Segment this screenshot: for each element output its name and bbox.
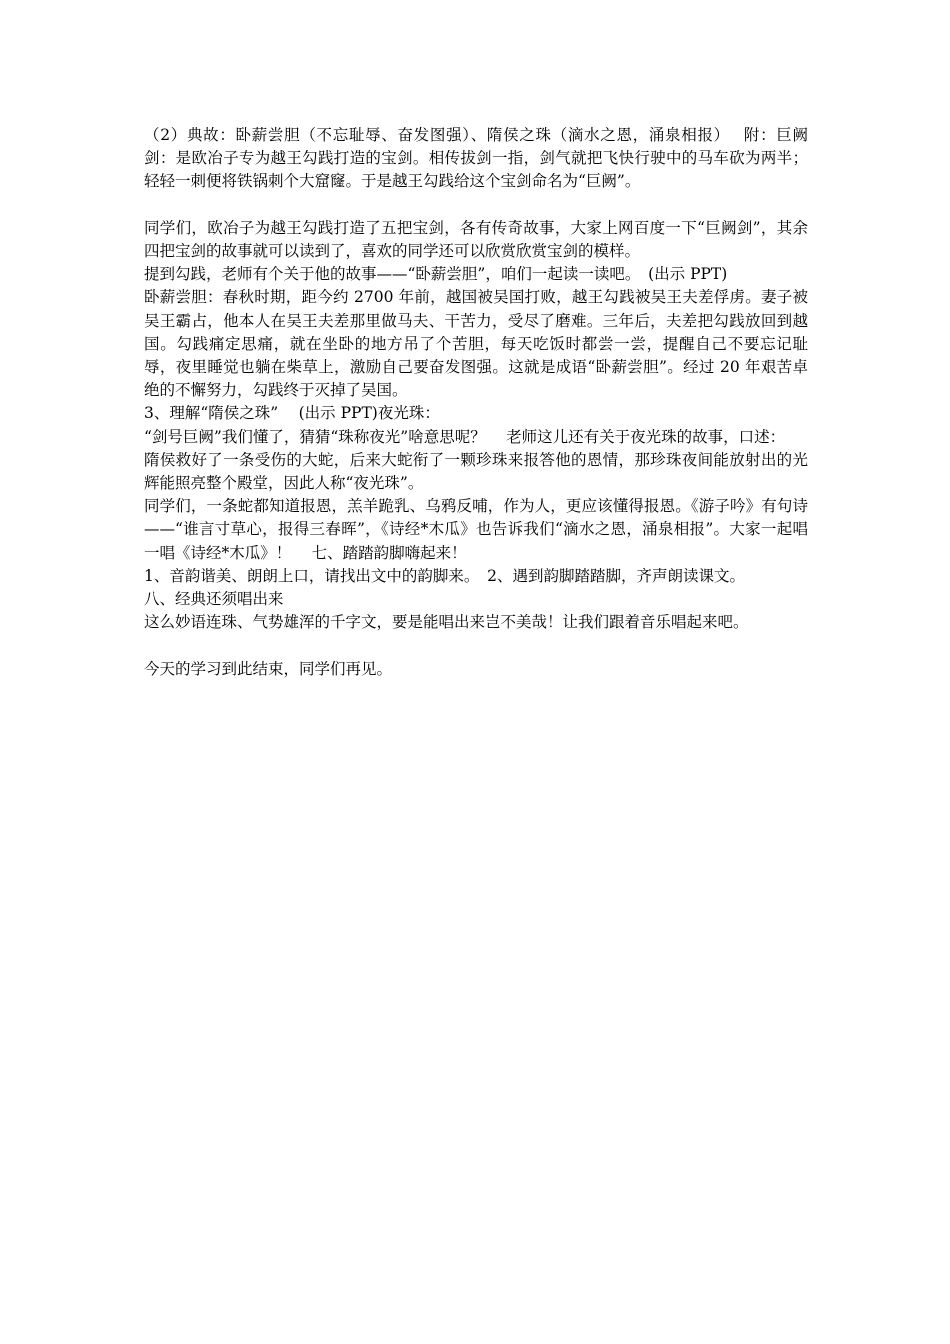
- paragraph-gratitude: 同学们，一条蛇都知道报恩，羔羊跪乳、乌鸦反哺，作为人，更应该懂得报恩。《游子吟》有句诗——“谁言寸草心，报得三春晖”，《诗经*木瓜》也告诉我们“滴水之恩，涌泉相报”。大家一起唱一唱《诗经*木瓜》！ 七、踏踏韵脚嗨起来！: [144, 497, 808, 562]
- blank-line: [144, 634, 808, 657]
- paragraph-rhyme: 1、音韵谐美、朗朗上口，请找出文中的韵脚来。 2、遇到韵脚踏踏脚，齐声朗读课文。: [144, 566, 745, 585]
- paragraph-sing: 这么妙语连珠、气势雄浑的千字文，要是能唱出来岂不美哉！让我们跟着音乐唱起来吧。: [144, 613, 749, 632]
- blank-line: [144, 194, 808, 217]
- paragraph-allusion: （2）典故：卧薪尝胆（不忘耻辱、奋发图强）、隋侯之珠（滴水之恩，涌泉相报） 附：巨阙剑：是欧冶子专为越王勾践打造的宝剑。相传拔剑一指，剑气就把飞快行驶中的马车砍为两半；轻轻一刺便将铁锅刺个大窟窿。于是越王勾践给这个宝剑命名为“巨阙”。: [144, 126, 808, 191]
- paragraph-suihou-story: 隋侯救好了一条受伤的大蛇，后来大蛇衔了一颗珍珠来报答他的恩情，那珍珠夜间能放射出的光辉能照亮整个殿堂，因此人称“夜光珠”。: [144, 450, 808, 493]
- paragraph-woxin-changdan: 卧薪尝胆：春秋时期，距今约 2700 年前，越国被吴国打败，越王勾践被吴王夫差俘虏。妻子被吴王霸占，他本人在吴王夫差那里做马夫、干苦力，受尽了磨难。三年后，夫差把勾践放回到越国。勾践痛定思痛，就在坐卧的地方吊了个苦胆，每天吃饭时都尝一尝，提醒自己不要忘记耻辱，夜里睡觉也躺在柴草上，激励自己要奋发图强。这就是成语“卧薪尝胆”。经过 20 年艰苦卓绝的不懈努力，勾践终于灭掉了吴国。: [144, 288, 808, 400]
- paragraph-swords: 同学们，欧冶子为越王勾践打造了五把宝剑，各有传奇故事，大家上网百度一下“巨阙剑”，其余四把宝剑的故事就可以读到了，喜欢的同学还可以欣赏欣赏宝剑的模样。: [144, 218, 808, 260]
- paragraph-night-pearl-question: “剑号巨阙”我们懂了，猜猜“珠称夜光”啥意思呢？ 老师这儿还有关于夜光珠的故事，口述：: [144, 427, 786, 446]
- paragraph-goujian-intro: 提到勾践，老师有个关于他的故事——“卧薪尝胆”，咱们一起读一读吧。 (出示 PPT): [144, 265, 728, 284]
- section-heading-eight: 八、经典还须唱出来: [144, 590, 284, 609]
- document-body: [144, 124, 808, 681]
- paragraph-suihou-heading: 3、理解“隋侯之珠” (出示 PPT)夜光珠：: [144, 404, 440, 423]
- paragraph-closing: 今天的学习到此结束，同学们再见。: [144, 659, 393, 678]
